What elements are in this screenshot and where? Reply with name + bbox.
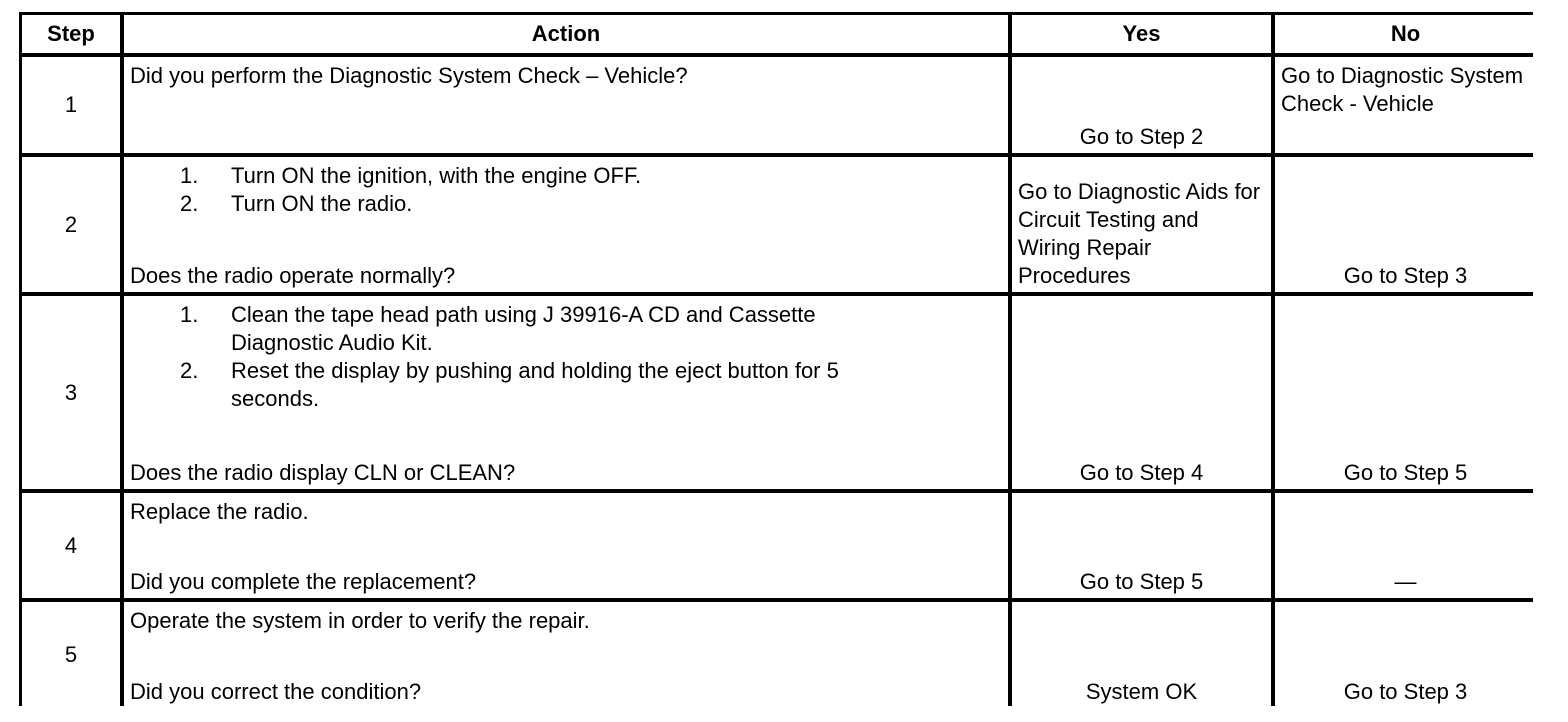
step-number: 4: [22, 493, 120, 598]
substep-text: Clean the tape head path using J 39916-A CD and Cassette Diagnostic Audio Kit.: [231, 302, 816, 355]
substep-item: [130, 190, 1002, 218]
no-result: —: [1394, 569, 1417, 594]
yes-result: Go to Step 4: [1079, 460, 1204, 485]
no-cell: [1275, 157, 1536, 292]
header-yes: Yes: [1012, 15, 1271, 53]
substep-text: Reset the display by pushing and holding the eject button for 5 seconds.: [231, 358, 839, 411]
substep-list: [130, 301, 1002, 413]
step-number: 3: [22, 296, 120, 489]
substep-text: Turn ON the ignition, with the engine OFF.: [231, 163, 642, 188]
yes-cell: [1012, 493, 1271, 598]
substep-text: Turn ON the radio.: [231, 191, 413, 216]
substep-number: 1.: [180, 163, 199, 188]
yes-result: Go to Diagnostic Aids for Circuit Testing and Wiring Repair Procedures: [1018, 179, 1261, 288]
action-question: Did you complete the replacement?: [130, 569, 477, 594]
no-cell: [1275, 493, 1536, 598]
no-cell: [1275, 296, 1536, 489]
yes-result: Go to Step 2: [1079, 124, 1204, 149]
substep-item: [130, 357, 1002, 413]
no-cell: [1275, 602, 1536, 708]
action-text: Operate the system in order to verify the repair.: [130, 608, 590, 633]
diagnostic-table: [19, 12, 1533, 706]
yes-cell: [1012, 157, 1271, 292]
action-text: Did you perform the Diagnostic System Check – Vehicle?: [130, 63, 688, 88]
no-result: Go to Step 5: [1343, 460, 1468, 485]
no-result: Go to Step 3: [1343, 263, 1468, 288]
yes-cell: [1012, 296, 1271, 489]
substep-number: 2.: [180, 191, 199, 216]
action-cell: [124, 493, 1008, 598]
header-action: Action: [124, 15, 1008, 53]
no-result: Go to Step 3: [1343, 679, 1468, 704]
substep-number: 1.: [180, 302, 199, 327]
yes-cell: [1012, 57, 1271, 153]
substep-item: [130, 301, 1002, 357]
substep-list: [130, 162, 1002, 218]
yes-cell: [1012, 602, 1271, 708]
action-text: Replace the radio.: [130, 499, 309, 524]
action-cell: [124, 57, 1008, 153]
action-question: Does the radio display CLN or CLEAN?: [130, 460, 516, 485]
action-cell: [124, 296, 1008, 489]
header-no: No: [1275, 15, 1536, 53]
header-step: Step: [22, 15, 120, 53]
yes-result: System OK: [1085, 679, 1198, 704]
no-result: Go to Diagnostic System Check - Vehicle: [1281, 63, 1524, 116]
step-number: 1: [22, 57, 120, 153]
substep-number: 2.: [180, 358, 199, 383]
action-cell: [124, 157, 1008, 292]
action-cell: [124, 602, 1008, 708]
yes-result: Go to Step 5: [1079, 569, 1204, 594]
action-question: Did you correct the condition?: [130, 679, 422, 704]
action-question: Does the radio operate normally?: [130, 263, 456, 288]
substep-item: [130, 162, 1002, 190]
step-number: 2: [22, 157, 120, 292]
step-number: 5: [22, 602, 120, 708]
no-cell: [1275, 57, 1536, 153]
